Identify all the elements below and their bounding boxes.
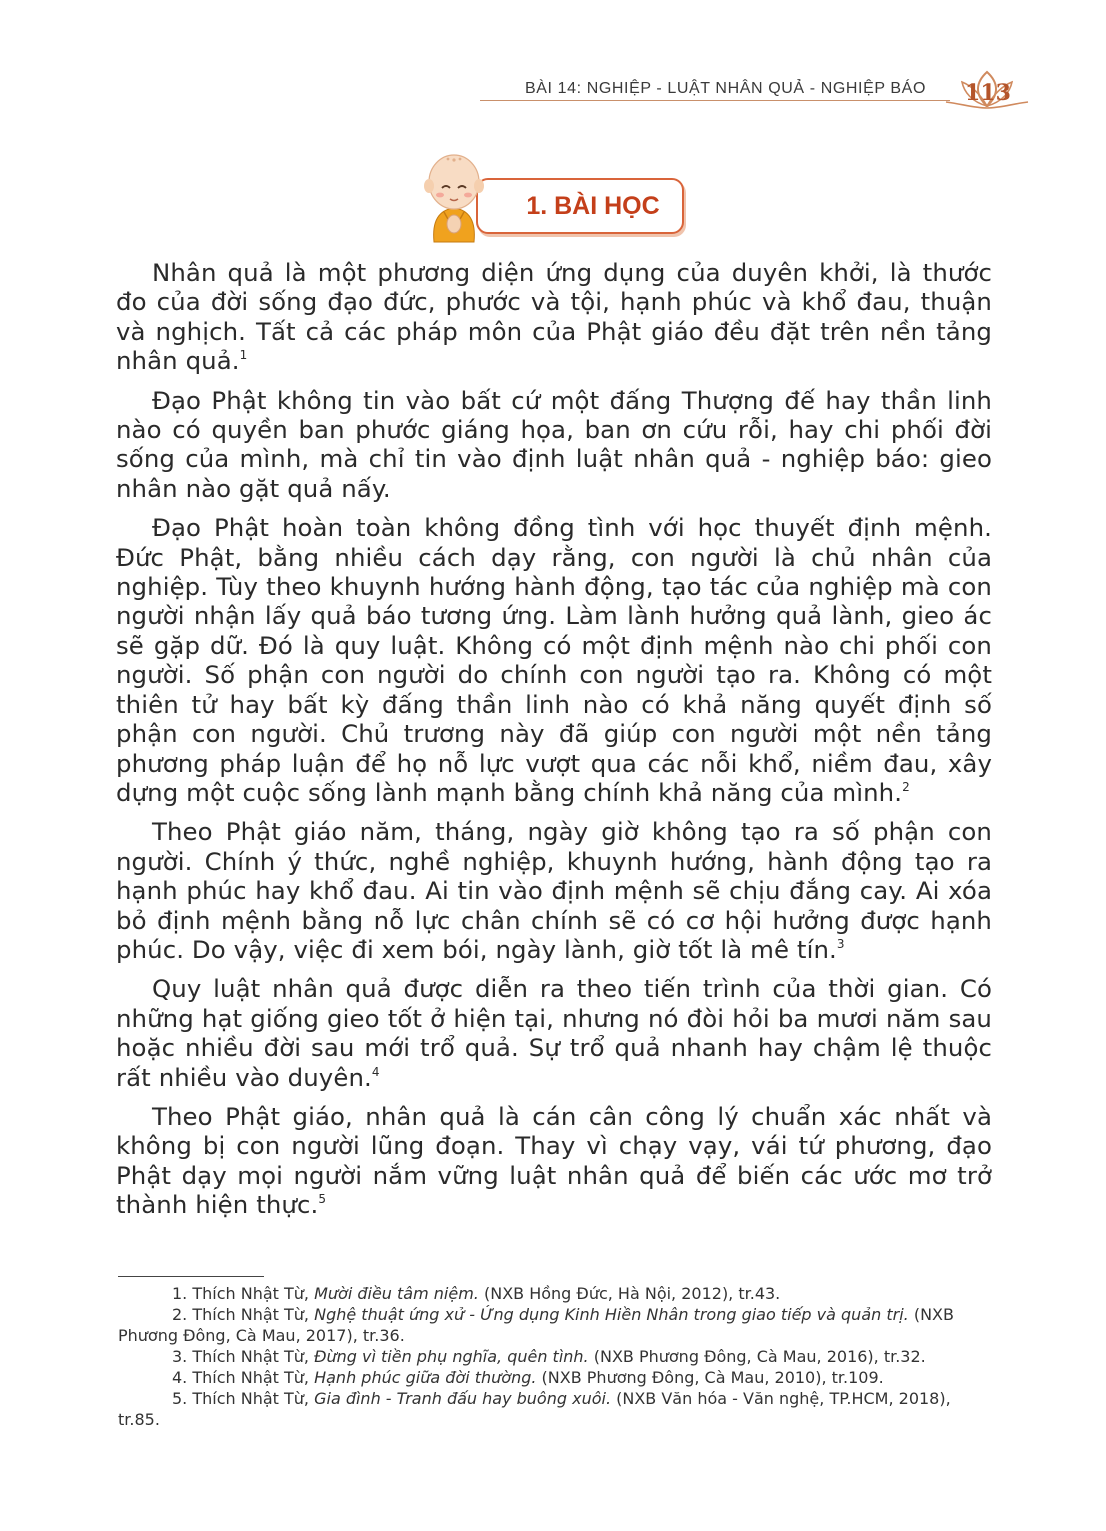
page-number: 113 [965, 80, 1011, 106]
running-head: BÀI 14: NGHIỆP - LUẬT NHÂN QUẢ - NGHIỆP BÁO [524, 80, 926, 97]
footnote: 5. Thích Nhật Từ, Gia đình - Tranh đấu hay buông xuôi. (NXB Văn hóa - Văn nghệ, TP.HCM, 2018), tr.85. [118, 1389, 951, 1429]
paragraph: Theo Phật giáo, nhân quả là cán cân công lý chuẩn xác nhất và không bị con người lũng đoạn. Thay vì chạy vạy, vái tứ phương, đạo Phật dạy mọi người nắm vững luật nhân quả để biến các ước mơ trở thành hiện thực.$^5$ [116, 1101, 992, 1220]
footnote-ref[interactable]: 5 [318, 1192, 327, 1207]
footnote: 1. Thích Nhật Từ, Mười điều tâm niệm. (NXB Hồng Đức, Hà Nội, 2012), tr.43. [172, 1284, 781, 1303]
lesson-title-box [476, 178, 684, 234]
paragraph: Quy luật nhân quả được diễn ra theo tiến trình của thời gian. Có những hạt giống gieo tốt ở hiện tại, nhưng nó đòi hỏi ba mươi năm sau hoặc nhiều đời sau mới trổ quả. Sự trổ quả nhanh hay chậm lệ thuộc rất nhiều vào duyên.$^4$ [116, 974, 992, 1092]
monk-mascot-icon [418, 150, 490, 248]
footnote-ref[interactable]: 2 [902, 779, 910, 794]
lesson-title: 1. BÀI HỌC [526, 192, 660, 220]
footnote: 2. Thích Nhật Từ, Nghệ thuật ứng xử - Ứng dụng Kinh Hiền Nhân trong giao tiếp và quản trị. (NXB Phương Đông, Cà Mau, 2017), tr.36. [118, 1305, 954, 1345]
lesson-body [116, 258, 992, 1230]
paragraph: Theo Phật giáo năm, tháng, ngày giờ không tạo ra số phận con người. Chính ý thức, nghề nghiệp, khuynh hướng, hành động tạo ra hạnh phúc hay khổ đau. Ai tin vào định mệnh sẽ chịu đắng cay. Ai xóa bỏ định mệnh bằng nỗ lực chân chính sẽ có cơ hội hưởng được hạnh phúc. Do vậy, việc đi xem bói, ngày lành, giờ tốt là mê tín.$^3$ [116, 817, 992, 964]
footnote-ref[interactable]: 1 [239, 348, 248, 363]
footnote-rule [118, 1276, 264, 1277]
paragraph: Đạo Phật không tin vào bất cứ một đấng Thượng đế hay thần linh nào có quyền ban phước giáng họa, ban ơn cứu rỗi, hay chi phối đời sống của mình, mà chỉ tin vào định luật nhân quả - nghiệp báo: gieo nhân nào gặt quả nấy. [116, 385, 992, 503]
paragraph: Nhân quả là một phương diện ứng dụng của duyên khởi, là thước đo của đời sống đạo đức, phước và tội, hạnh phúc và khổ đau, thuận và nghịch. Tất cả các pháp môn của Phật giáo đều đặt trên nền tảng nhân quả.$^1$ [116, 258, 992, 376]
footnote-ref[interactable]: 3 [836, 936, 845, 951]
footnote-ref[interactable]: 4 [371, 1064, 380, 1079]
lesson-heading [418, 150, 688, 250]
header-rule [480, 100, 950, 101]
footnotes [118, 1283, 990, 1430]
paragraph: Đạo Phật hoàn toàn không đồng tình với học thuyết định mệnh. Đức Phật, bằng nhiều cách dạy rằng, con người là chủ nhân của nghiệp. Tùy theo khuynh hướng hành động, tạo tác của nghiệp mà con người nhận lấy quả báo tương ứng. Làm lành hưởng quả lành, gieo ác sẽ gặp dữ. Đó là quy luật. Không có một định mệnh nào chi phối con người. Số phận con người do chính con người tạo ra. Không có một thiên tử hay bất kỳ đấng thần linh nào có khả năng quyết định số phận con người. Chủ trương này đã giúp con người một nền tảng phương pháp luận để họ nỗ lực vượt qua các nỗi khổ, niềm đau, xây dựng một cuộc sống lành mạnh bằng chính khả năng của mình.$^2$ [116, 513, 992, 807]
footnote: 4. Thích Nhật Từ, Hạnh phúc giữa đời thường. (NXB Phương Đông, Cà Mau, 2010), tr.109. [172, 1368, 884, 1387]
footnote: 3. Thích Nhật Từ, Đừng vì tiền phụ nghĩa, quên tình. (NXB Phương Đông, Cà Mau, 2016), tr.32. [172, 1347, 926, 1366]
